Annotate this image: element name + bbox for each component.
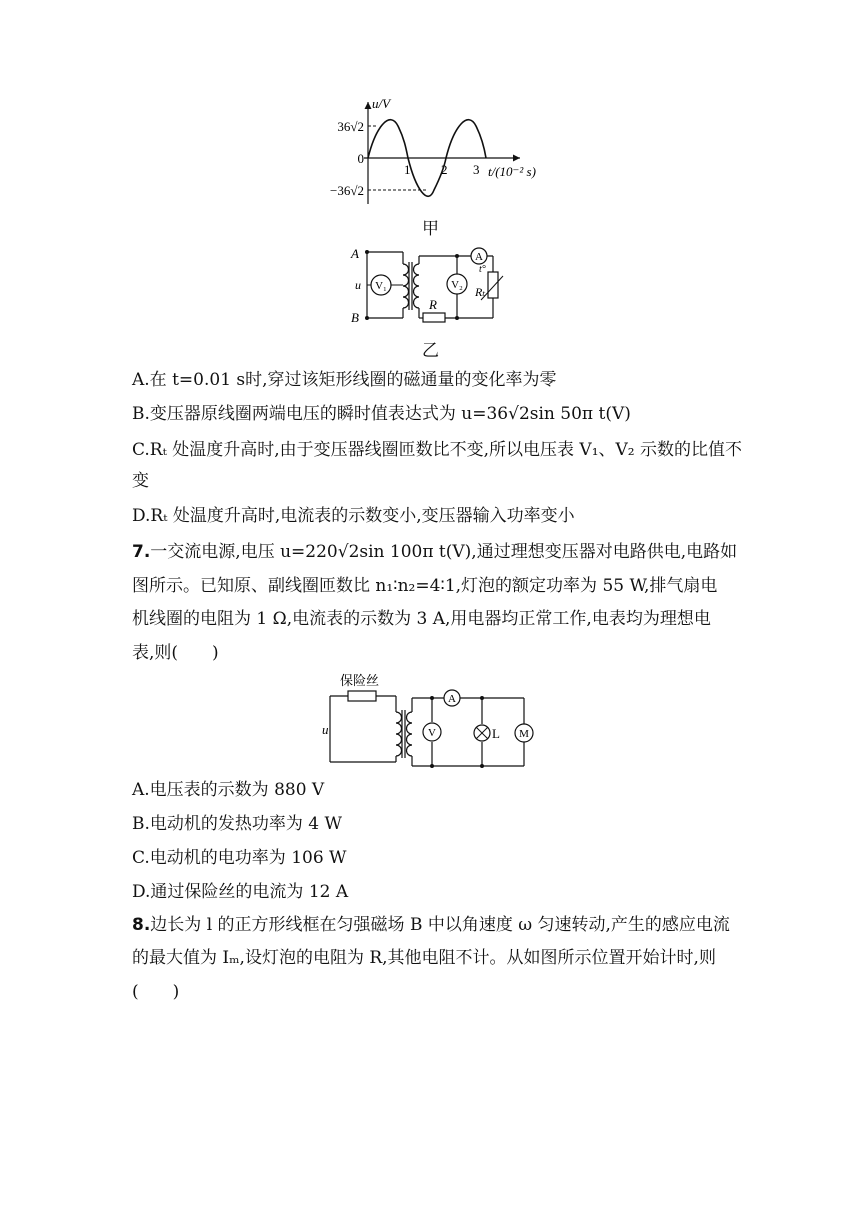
q7-line-4: 表,则( ) <box>132 643 219 663</box>
q8-line-3: ( ) <box>132 982 180 1002</box>
q8-number: 8. <box>132 915 151 935</box>
q7-line-3: 机线圈的电阻为 1 Ω,电流表的示数为 3 A,用电器均正常工作,电表均为理想电 <box>132 609 711 629</box>
circuit-label-r: R <box>429 297 437 312</box>
q7-option-b: B.电动机的发热功率为 4 W <box>132 814 342 834</box>
circuit-label-ammeter: A <box>475 251 483 263</box>
q7-option-d: D.通过保险丝的电流为 12 A <box>132 882 349 902</box>
q7-voltmeter-label: V <box>428 727 436 739</box>
figure-jia-caption: 甲 <box>422 219 439 239</box>
q7-option-a: A.电压表的示数为 880 V <box>132 780 325 800</box>
q7-ammeter-label: A <box>448 693 456 705</box>
q6-option-b: B.变压器原线圈两端电压的瞬时值表达式为 u=36√2sin 50π t(V) <box>132 404 631 424</box>
q7-option-c: C.电动机的电功率为 106 W <box>132 848 347 868</box>
q7-u-label: u <box>322 722 329 737</box>
q6-option-c-cont: 变 <box>132 471 149 491</box>
graph-x-tick-2: 2 <box>441 162 448 177</box>
graph-x-tick-1: 1 <box>404 162 411 177</box>
circuit-label-v1: V₁ <box>375 280 387 292</box>
figure-yi-caption: 乙 <box>422 341 439 361</box>
circuit-label-rt: Rₜ <box>475 285 486 299</box>
graph-y-max: 36√2 <box>337 119 364 134</box>
q7-number: 7. <box>132 542 151 562</box>
circuit-label-v2: V₂ <box>451 279 463 291</box>
circuit-label-u: u <box>355 278 361 292</box>
graph-y-min: −36√2 <box>330 183 364 198</box>
resistor-r-icon <box>423 313 445 322</box>
q6-option-a: A.在 t=0.01 s时,穿过该矩形线圈的磁通量的变化率为零 <box>132 370 557 390</box>
circuit-label-B: B <box>351 310 359 325</box>
q6-option-c: C.Rₜ 处温度升高时,由于变压器线圈匝数比不变,所以电压表 V₁、V₂ 示数的比值不 <box>132 440 742 460</box>
q8-line-1: 8.边长为 l 的正方形线框在匀强磁场 B 中以角速度 ω 匀速转动,产生的感应电流 <box>132 915 730 935</box>
q6-option-d: D.Rₜ 处温度升高时,电流表的示数变小,变压器输入功率变小 <box>132 506 575 526</box>
thermistor-icon <box>488 272 498 298</box>
graph-x-tick-3: 3 <box>473 162 480 177</box>
graph-x-label: t/(10⁻² s) <box>488 164 536 179</box>
fuse-label: 保险丝 <box>340 673 380 688</box>
q8-line-2: 的最大值为 Iₘ,设灯泡的电阻为 R,其他电阻不计。从如图所示位置开始计时,则 <box>132 948 716 968</box>
figure-yi-circuit <box>345 244 505 330</box>
graph-y-label: u/V <box>372 96 391 111</box>
circuit-label-t: t° <box>479 264 486 275</box>
figure-jia-graph <box>320 96 550 216</box>
fuse-icon <box>348 691 376 701</box>
q7-line-1: 7.一交流电源,电压 u=220√2sin 100π t(V),通过理想变压器对电路供电,电路如 <box>132 542 738 562</box>
graph-y-zero: 0 <box>357 151 364 166</box>
q7-circuit-figure <box>320 670 540 770</box>
circuit-label-A: A <box>351 246 359 261</box>
q7-line-2: 图所示。已知原、副线圈匝数比 n₁∶n₂=4∶1,灯泡的额定功率为 55 W,排气扇电 <box>132 576 718 596</box>
motor-label: M <box>519 728 529 740</box>
lamp-label: L <box>492 726 500 741</box>
